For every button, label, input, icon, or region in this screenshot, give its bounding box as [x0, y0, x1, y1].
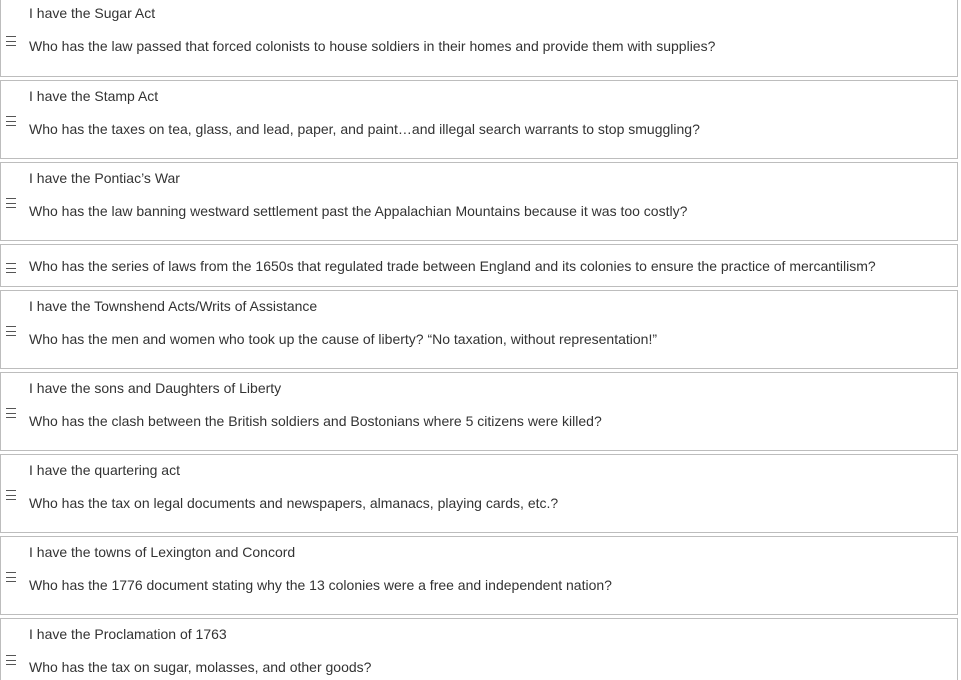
- answer-text: I have the towns of Lexington and Concord: [29, 544, 296, 560]
- list-item[interactable]: [0, 244, 958, 287]
- answer-text: I have the sons and Daughters of Liberty: [29, 380, 282, 396]
- question-text: Who has the clash between the British soldiers and Bostonians where 5 citizens were killed?: [29, 413, 602, 429]
- question-text: Who has the 1776 document stating why the 13 colonies were a free and independent nation?: [29, 577, 612, 593]
- list-item[interactable]: [0, 454, 958, 533]
- question-text: Who has the law banning westward settlement past the Appalachian Mountains because it was too costly?: [29, 203, 688, 219]
- answer-text: I have the Stamp Act: [29, 88, 159, 104]
- drag-handle-icon[interactable]: [6, 198, 18, 208]
- question-text: Who has the law passed that forced colonists to house soldiers in their homes and provide them with supplies?: [29, 38, 716, 54]
- drag-handle-icon[interactable]: [6, 116, 18, 126]
- list-item[interactable]: [0, 162, 958, 241]
- drag-handle-icon[interactable]: [6, 263, 18, 273]
- drag-handle-icon[interactable]: [6, 490, 18, 500]
- answer-text: I have the Pontiac’s War: [29, 170, 180, 186]
- question-text: Who has the series of laws from the 1650s that regulated trade between England and its colonies to ensure the practice of mercantilism?: [29, 258, 876, 274]
- list-item[interactable]: [0, 80, 958, 159]
- answer-text: I have the Sugar Act: [29, 5, 156, 21]
- list-item[interactable]: [0, 372, 958, 451]
- drag-handle-icon[interactable]: [6, 572, 18, 582]
- list-item[interactable]: [0, 0, 958, 77]
- drag-handle-icon[interactable]: [6, 408, 18, 418]
- drag-handle-icon[interactable]: [6, 36, 18, 46]
- drag-handle-icon[interactable]: [6, 655, 18, 665]
- answer-text: I have the quartering act: [29, 462, 180, 478]
- question-text: Who has the tax on sugar, molasses, and other goods?: [29, 659, 372, 675]
- list-item[interactable]: [0, 290, 958, 369]
- list-item[interactable]: [0, 536, 958, 615]
- drag-handle-icon[interactable]: [6, 326, 18, 336]
- question-text: Who has the tax on legal documents and newspapers, almanacs, playing cards, etc.?: [29, 495, 559, 511]
- question-text: Who has the men and women who took up the cause of liberty? “No taxation, without representation!”: [29, 331, 658, 347]
- answer-text: I have the Townshend Acts/Writs of Assistance: [29, 298, 318, 314]
- list-item[interactable]: [0, 618, 958, 680]
- question-text: Who has the taxes on tea, glass, and lead, paper, and paint…and illegal search warrants to stop smuggling?: [29, 121, 700, 137]
- answer-text: I have the Proclamation of 1763: [29, 626, 227, 642]
